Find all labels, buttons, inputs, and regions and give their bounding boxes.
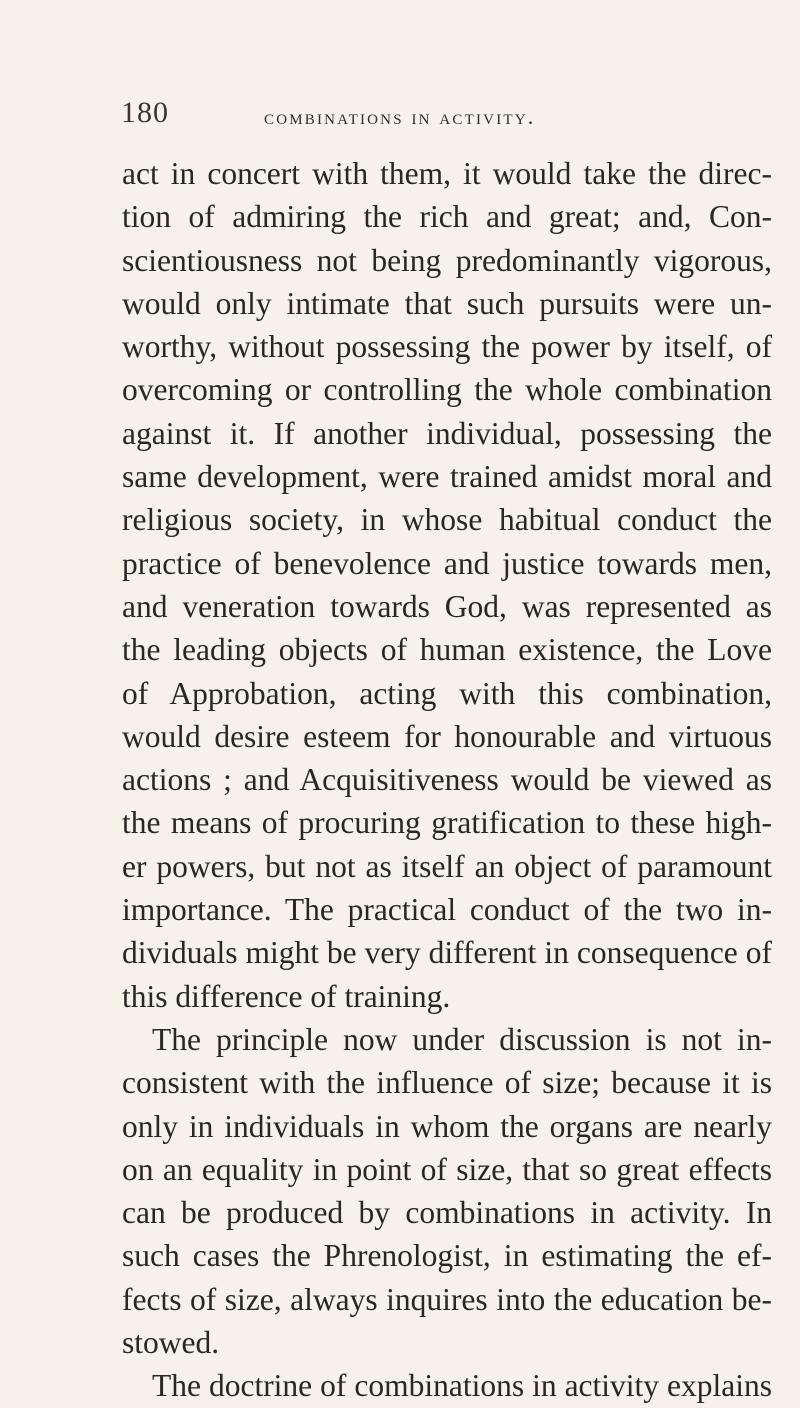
page-number: 180 bbox=[121, 96, 169, 129]
text-line: dividuals might be very different in consequence of bbox=[122, 935, 772, 971]
text-line: worthy, without possessing the power by itself, of bbox=[122, 329, 772, 365]
text-line: can be produced by combinations in activity. In bbox=[122, 1195, 772, 1231]
paragraph bbox=[122, 152, 772, 1018]
text-line: scientiousness not being predominantly vigorous, bbox=[122, 242, 772, 278]
text-line: actions ; and Acquisitiveness would be viewed as bbox=[122, 762, 772, 798]
text-line: and veneration towards God, was represented as bbox=[122, 588, 772, 624]
text-line: such cases the Phrenologist, in estimating the ef- bbox=[122, 1238, 772, 1274]
text-line: importance. The practical conduct of the two in- bbox=[122, 892, 772, 928]
text-line: tion of admiring the rich and great; and, Con- bbox=[122, 199, 772, 235]
text-line: fects of size, always inquires into the education be- bbox=[122, 1281, 772, 1317]
text-line: practice of benevolence and justice towards men, bbox=[122, 545, 772, 581]
text-line: of Approbation, acting with this combination, bbox=[122, 675, 772, 711]
text-line: only in individuals in whom the organs are nearly bbox=[122, 1108, 772, 1144]
text-line: religious society, in whose habitual conduct the bbox=[122, 502, 772, 538]
text-line: overcoming or controlling the whole combination bbox=[122, 372, 772, 408]
text-line: The doctrine of combinations in activity explains bbox=[152, 1368, 772, 1404]
text-line: the means of procuring gratification to these high- bbox=[122, 805, 772, 841]
text-line: this difference of training. bbox=[122, 978, 451, 1014]
paragraph bbox=[122, 1018, 772, 1364]
text-line: against it. If another individual, possessing the bbox=[122, 415, 772, 451]
running-head bbox=[0, 96, 800, 136]
text-line: consistent with the influence of size; because it is bbox=[122, 1065, 772, 1101]
running-title: combinations in activity. bbox=[264, 104, 536, 129]
text-line: would only intimate that such pursuits were un- bbox=[122, 285, 772, 321]
text-line: er powers, but not as itself an object of paramount bbox=[122, 848, 772, 884]
text-line: on an equality in point of size, that so great effects bbox=[122, 1151, 772, 1187]
text-line: stowed. bbox=[122, 1325, 220, 1361]
text-line: act in concert with them, it would take the direc- bbox=[122, 156, 772, 191]
text-line: would desire esteem for honourable and virtuous bbox=[122, 718, 772, 754]
text-line: same development, were trained amidst moral and bbox=[122, 459, 772, 495]
text-line: The principle now under discussion is not in- bbox=[152, 1021, 772, 1057]
paragraph bbox=[122, 1364, 772, 1407]
text-line: the leading objects of human existence, the Love bbox=[122, 632, 772, 668]
body-text bbox=[122, 152, 772, 1408]
